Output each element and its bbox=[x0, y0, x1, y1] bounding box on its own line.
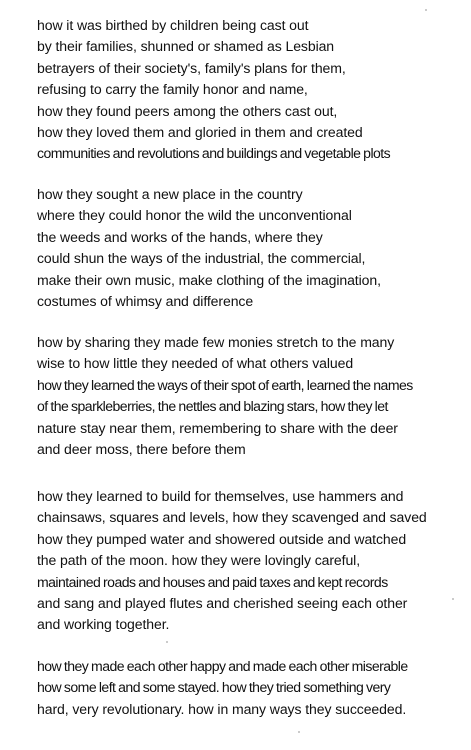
poem-line: how by sharing they made few monies stretch to the many bbox=[37, 334, 395, 350]
poem-line: how they learned the ways of their spot of earth, learned the names bbox=[37, 376, 413, 393]
poem-line: how it was birthed by children being cast out bbox=[37, 17, 309, 33]
scan-speck bbox=[452, 598, 454, 600]
poem-line: the weeds and works of the hands, where they bbox=[37, 228, 323, 245]
poem-line: wise to how little they needed of what others valued bbox=[37, 355, 354, 372]
poem-line: the path of the moon. how they were lovingly careful, bbox=[37, 552, 361, 569]
poem-line: how some left and some stayed. how they tried something very bbox=[37, 679, 391, 696]
poem-line: where they could honor the wild the unconventional bbox=[37, 207, 352, 224]
poem-line: chainsaws, squares and levels, how they scavenged and saved bbox=[37, 509, 427, 526]
stanza-1 bbox=[37, 15, 467, 165]
poem-line: how they made each other happy and made each other miserable bbox=[37, 658, 408, 674]
poem-line: betrayers of their society's, family's plans for them, bbox=[37, 59, 346, 76]
poem-line: refusing to carry the family honor and name, bbox=[37, 81, 308, 98]
poem-line: nature stay near them, remembering to share with the deer bbox=[37, 419, 398, 436]
poem-line: and working together. bbox=[37, 616, 170, 633]
poem-line: could shun the ways of the industrial, the commercial, bbox=[37, 250, 366, 267]
poem-line: maintained roads and houses and paid taxes and kept records bbox=[37, 573, 388, 590]
poem-line: how they learned to build for themselves, use hammers and bbox=[37, 488, 404, 504]
poem-line: and deer moss, there before them bbox=[37, 441, 246, 458]
poem-line: how they found peers among the others cast out, bbox=[37, 102, 338, 119]
stanza-2 bbox=[37, 184, 467, 312]
poem-line: and sang and played flutes and cherished seeing each other bbox=[37, 595, 408, 612]
poem-line: how they pumped water and showered outside and watched bbox=[37, 530, 407, 547]
stanza-4 bbox=[37, 486, 467, 636]
stanza-5 bbox=[37, 656, 467, 720]
scan-speck bbox=[298, 731, 300, 733]
poem-line: of the sparkleberries, the nettles and blazing stars, how they let bbox=[37, 398, 388, 415]
stanza-3 bbox=[37, 332, 467, 460]
scan-speck bbox=[425, 9, 427, 11]
poem-line: hard, very revolutionary. how in many ways they succeeded. bbox=[37, 700, 407, 717]
poem-line: costumes of whimsy and difference bbox=[37, 293, 254, 310]
poem-line: by their families, shunned or shamed as Lesbian bbox=[37, 38, 335, 55]
poem-line: make their own music, make clothing of the imagination, bbox=[37, 271, 381, 288]
poem-line: how they loved them and gloried in them and created bbox=[37, 124, 363, 141]
poem-line: how they sought a new place in the country bbox=[37, 186, 303, 202]
poem-line: communities and revolutions and buildings and vegetable plots bbox=[37, 145, 391, 162]
scan-speck bbox=[166, 641, 168, 643]
